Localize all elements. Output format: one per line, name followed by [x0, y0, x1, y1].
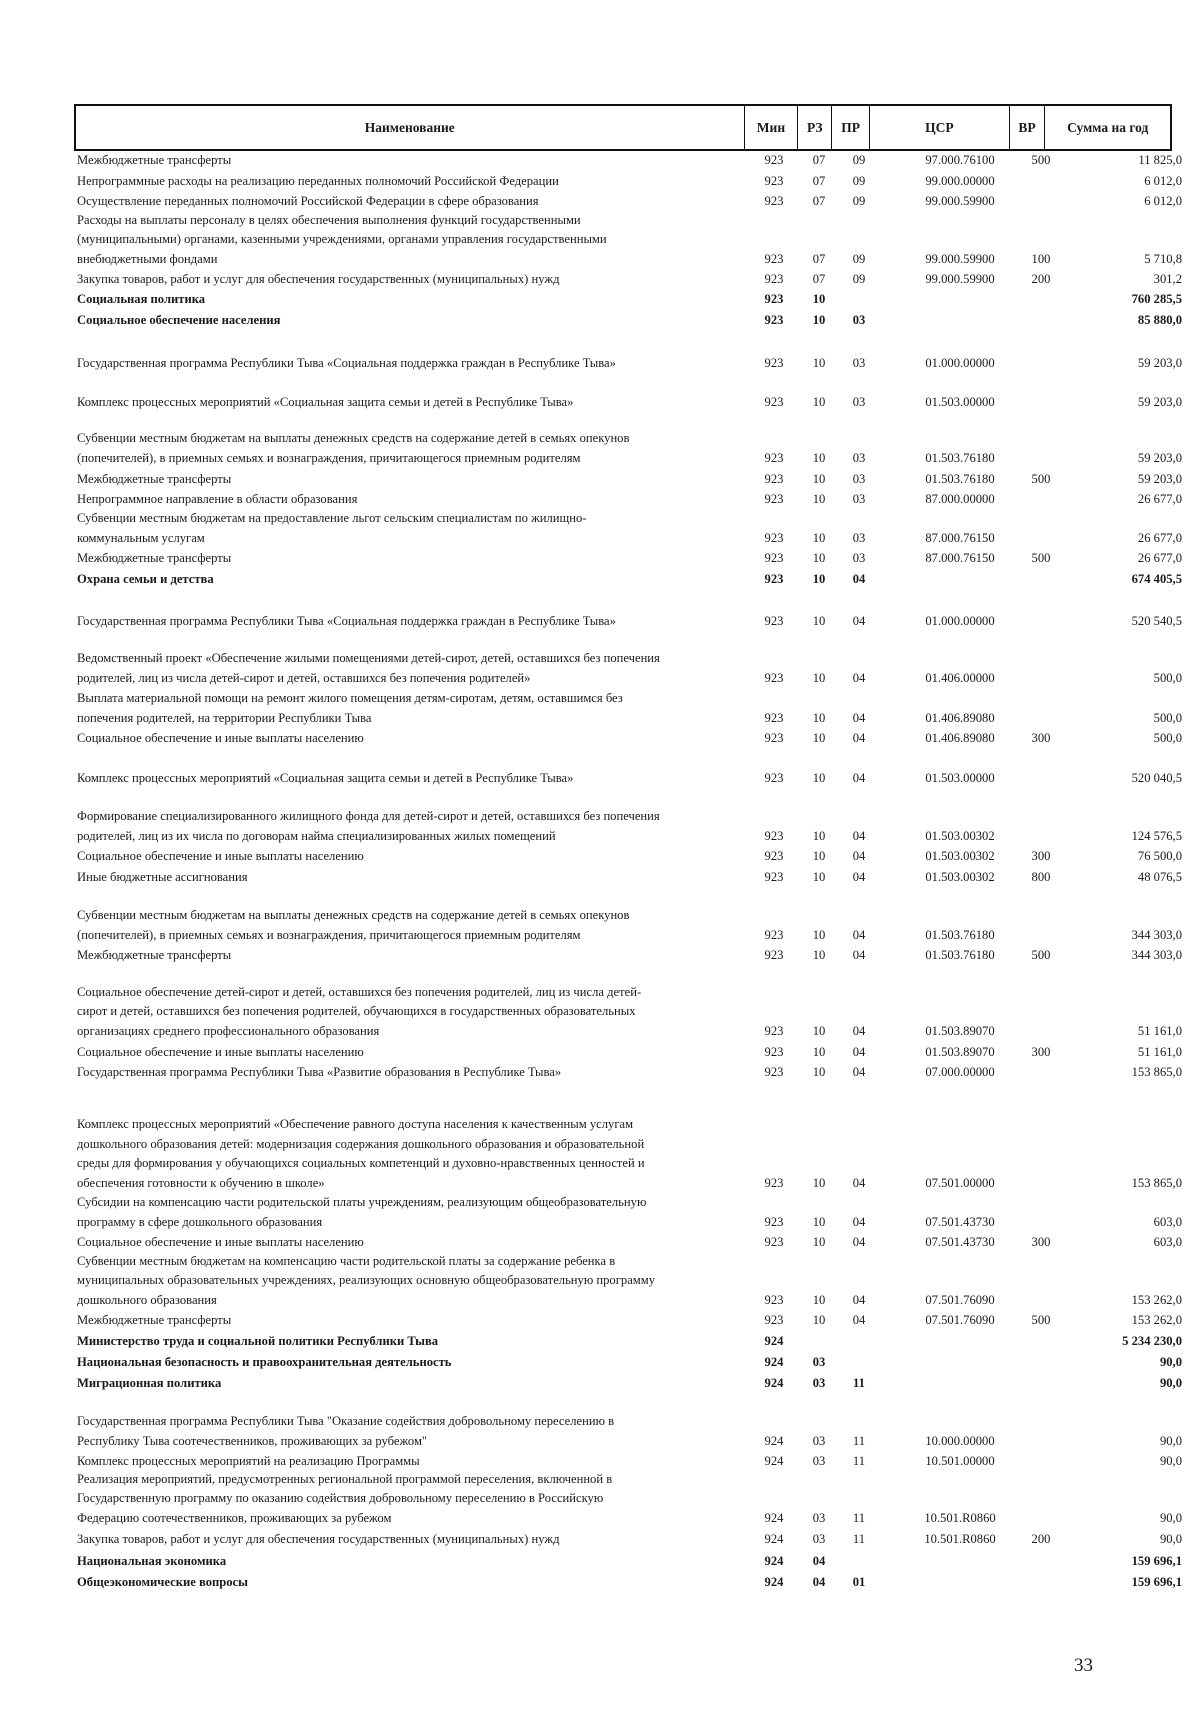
row-name: Государственная программа Республики Тыва «Социальная поддержка граждан в Республике Тыва»	[77, 355, 616, 370]
row-sum: 26 677,0	[1137, 530, 1182, 545]
row-pr: 03	[852, 530, 866, 545]
row-pr: 03	[852, 312, 866, 327]
row-sum: 5 234 230,0	[1122, 1333, 1182, 1348]
row-sum: 344 303,0	[1131, 947, 1182, 962]
row-csr: 01.406.89080	[925, 730, 995, 745]
row-min: 924	[764, 1531, 784, 1546]
row-vr: 300	[1031, 1234, 1051, 1249]
row-pr: 11	[852, 1453, 866, 1468]
row-pr: 04	[852, 1023, 866, 1038]
row-pr: 04	[852, 1234, 866, 1249]
row-sum: 90,0	[1159, 1510, 1182, 1525]
row-csr: 87.000.00000	[925, 491, 995, 506]
row-min: 923	[764, 869, 784, 884]
row-csr: 99.000.00000	[925, 173, 995, 188]
row-min: 923	[764, 1023, 784, 1038]
row-name: Межбюджетные трансферты	[77, 947, 232, 962]
row-pr: 03	[852, 491, 866, 506]
row-min: 924	[764, 1354, 784, 1369]
row-name: Расходы на выплаты персоналу в целях обеспечения выполнения функций государственными (муниципальными) органами, казенными учреждениями, органами управления государственными внебюджетными фондами	[77, 212, 607, 266]
row-csr: 10.501.R0860	[924, 1510, 996, 1525]
row-min: 924	[764, 1553, 784, 1568]
row-csr: 01.406.00000	[925, 670, 995, 685]
row-sum: 603,0	[1153, 1234, 1182, 1249]
row-pr: 04	[852, 869, 866, 884]
row-rz: 10	[812, 670, 826, 685]
row-csr: 01.503.89070	[925, 1023, 995, 1038]
row-rz: 04	[812, 1553, 826, 1568]
row-name: Непрограммное направление в области образования	[77, 491, 358, 506]
row-sum: 6 012,0	[1144, 193, 1182, 208]
row-rz: 10	[812, 491, 826, 506]
header-pr: ПР	[831, 106, 869, 149]
row-csr: 99.000.59900	[925, 271, 995, 286]
row-pr: 04	[852, 613, 866, 628]
row-sum: 90,0	[1159, 1453, 1182, 1468]
row-pr: 04	[852, 947, 866, 962]
row-sum: 159 696,1	[1131, 1574, 1182, 1589]
row-vr: 200	[1031, 1531, 1051, 1546]
row-min: 923	[764, 491, 784, 506]
row-pr: 09	[852, 271, 866, 286]
row-sum: 90,0	[1159, 1354, 1182, 1369]
row-sum: 124 576,5	[1131, 828, 1182, 843]
row-name: Межбюджетные трансферты	[77, 550, 232, 565]
row-sum: 26 677,0	[1137, 491, 1182, 506]
row-name: Субвенции местным бюджетам на компенсацию части родительской платы за содержание ребенка в муниципальных образовательных учреждениях, реализующих основную общеобразовательную программу дошкольного образования	[77, 1253, 656, 1307]
row-name: Национальная экономика	[77, 1553, 227, 1568]
row-sum: 159 696,1	[1131, 1553, 1182, 1568]
row-pr: 11	[852, 1510, 866, 1525]
row-rz: 10	[812, 1064, 826, 1079]
row-rz: 10	[812, 571, 826, 586]
row-rz: 10	[812, 947, 826, 962]
row-name: Министерство труда и социальной политики Республики Тыва	[77, 1333, 439, 1348]
row-name: Комплекс процессных мероприятий «Обеспечение равного доступа населения к качественным услугам дошкольного образования детей: модернизация содержания дошкольного образования и образовательной среды для формирования у обучающихся социальных компетенций и духовно-нравственных ценностей и обеспечения готовности к обучению в школе»	[77, 1117, 645, 1190]
row-csr: 10.000.00000	[925, 1433, 995, 1448]
row-rz: 03	[812, 1375, 826, 1390]
row-pr: 04	[852, 828, 866, 843]
row-pr: 04	[852, 1214, 866, 1229]
row-min: 923	[764, 670, 784, 685]
row-csr: 01.406.89080	[925, 710, 995, 725]
row-name: Субвенции местным бюджетам на предоставление льгот сельским специалистам по жилищно- коммунальным услугам	[77, 511, 587, 545]
row-name: Социальное обеспечение и иные выплаты населению	[77, 1044, 364, 1059]
row-name: Комплекс процессных мероприятий «Социальная защита семьи и детей в Республике Тыва»	[77, 394, 574, 409]
row-name: Охрана семьи и детства	[77, 571, 214, 586]
row-csr: 01.000.00000	[925, 355, 995, 370]
row-name: Социальное обеспечение и иные выплаты населению	[77, 1234, 364, 1249]
row-vr: 500	[1031, 1312, 1051, 1327]
row-name: Комплекс процессных мероприятий «Социальная защита семьи и детей в Республике Тыва»	[77, 770, 574, 785]
row-csr: 01.503.76180	[925, 471, 995, 486]
row-csr: 07.501.76090	[925, 1312, 995, 1327]
row-csr: 87.000.76150	[925, 550, 995, 565]
row-pr: 11	[853, 1375, 865, 1390]
row-min: 923	[764, 471, 784, 486]
header-csr: ЦСР	[869, 106, 1008, 149]
row-name: Межбюджетные трансферты	[77, 1312, 232, 1327]
row-pr: 03	[852, 394, 866, 409]
row-min: 923	[764, 355, 784, 370]
row-pr: 04	[852, 848, 866, 863]
row-rz: 10	[812, 1312, 826, 1327]
row-name: Социальное обеспечение и иные выплаты населению	[77, 730, 364, 745]
row-sum: 59 203,0	[1137, 450, 1182, 465]
row-min: 923	[764, 530, 784, 545]
row-csr: 01.503.00302	[925, 848, 995, 863]
row-sum: 153 865,0	[1131, 1064, 1182, 1079]
row-pr: 03	[852, 471, 866, 486]
row-name: Субвенции местным бюджетам на выплаты денежных средств на содержание детей в семьях опекунов (попечителей), в приемных семьях и вознаграждения, причитающегося приемным родителям	[77, 908, 630, 942]
row-rz: 07	[812, 251, 826, 266]
row-sum: 76 500,0	[1137, 848, 1182, 863]
header-sum: Сумма на год	[1044, 106, 1170, 149]
row-pr: 04	[852, 927, 866, 942]
row-pr: 04	[852, 730, 866, 745]
row-pr: 03	[852, 355, 866, 370]
row-min: 923	[764, 271, 784, 286]
row-min: 923	[764, 828, 784, 843]
row-pr: 03	[852, 450, 866, 465]
row-pr: 04	[852, 710, 866, 725]
row-vr: 300	[1031, 848, 1051, 863]
row-pr: 04	[852, 1044, 866, 1059]
row-vr: 300	[1031, 1044, 1051, 1059]
row-sum: 153 262,0	[1131, 1312, 1182, 1327]
row-sum: 6 012,0	[1144, 173, 1182, 188]
row-rz: 04	[812, 1574, 826, 1589]
row-csr: 01.503.76180	[925, 450, 995, 465]
row-sum: 59 203,0	[1137, 394, 1182, 409]
row-vr: 100	[1031, 251, 1051, 266]
row-csr: 97.000.76100	[925, 152, 995, 167]
row-sum: 500,0	[1153, 670, 1182, 685]
row-min: 923	[764, 1044, 784, 1059]
row-min: 923	[764, 848, 784, 863]
row-vr: 500	[1031, 947, 1051, 962]
row-name: Межбюджетные трансферты	[77, 471, 232, 486]
row-rz: 10	[812, 450, 826, 465]
row-rz: 10	[812, 1234, 826, 1249]
row-pr: 04	[852, 670, 866, 685]
row-name: Комплекс процессных мероприятий на реализацию Программы	[77, 1453, 420, 1468]
row-vr: 500	[1031, 550, 1051, 565]
row-pr: 04	[852, 1312, 866, 1327]
row-pr: 11	[852, 1531, 866, 1546]
row-csr: 01.503.00302	[925, 869, 995, 884]
row-pr: 04	[852, 1064, 866, 1079]
row-min: 923	[764, 1292, 784, 1307]
row-name: Формирование специализированного жилищного фонда для детей-сирот и детей, оставшихся без попечения родителей, лиц из их числа по договорам найма специализированных жилых помещений	[77, 809, 660, 843]
row-rz: 07	[812, 173, 826, 188]
row-name: Межбюджетные трансферты	[77, 152, 232, 167]
row-csr: 07.501.00000	[925, 1175, 995, 1190]
row-rz: 10	[812, 394, 826, 409]
row-min: 924	[764, 1375, 784, 1390]
row-pr: 04	[852, 1292, 866, 1307]
row-min: 923	[764, 550, 784, 565]
row-csr: 01.503.00302	[925, 828, 995, 843]
row-sum: 59 203,0	[1137, 355, 1182, 370]
row-sum: 153 262,0	[1131, 1292, 1182, 1307]
row-rz: 10	[812, 550, 826, 565]
row-pr: 09	[852, 193, 866, 208]
row-pr: 01	[852, 1574, 866, 1589]
row-vr: 500	[1031, 152, 1051, 167]
row-vr: 800	[1031, 869, 1051, 884]
row-csr: 01.503.00000	[925, 770, 995, 785]
row-min: 923	[764, 173, 784, 188]
row-sum: 48 076,5	[1137, 869, 1182, 884]
row-sum: 51 161,0	[1137, 1044, 1182, 1059]
row-rz: 10	[812, 828, 826, 843]
header-rz: РЗ	[797, 106, 831, 149]
row-pr: 09	[852, 251, 866, 266]
row-rz: 10	[812, 848, 826, 863]
row-csr: 87.000.76150	[925, 530, 995, 545]
row-name: Социальное обеспечение населения	[77, 312, 281, 327]
row-sum: 26 677,0	[1137, 550, 1182, 565]
row-rz: 10	[812, 312, 826, 327]
row-name: Миграционная политика	[77, 1375, 222, 1390]
row-min: 923	[764, 394, 784, 409]
row-rz: 03	[812, 1433, 826, 1448]
row-name: Выплата материальной помощи на ремонт жилого помещения детям-сиротам, детям, оставшимся без попечения родителей, на территории Республики Тыва	[77, 691, 623, 725]
row-pr: 04	[852, 770, 866, 785]
row-name: Осуществление переданных полномочий Российской Федерации в сфере образования	[77, 193, 539, 208]
row-csr: 01.503.76180	[925, 947, 995, 962]
row-rz: 10	[812, 530, 826, 545]
row-min: 923	[764, 770, 784, 785]
row-sum: 11 825,0	[1138, 152, 1182, 167]
row-pr: 09	[852, 173, 866, 188]
header-min: Мин	[744, 106, 798, 149]
row-sum: 603,0	[1153, 1214, 1182, 1229]
row-pr: 04	[852, 1175, 866, 1190]
row-pr: 09	[852, 152, 866, 167]
row-csr: 10.501.00000	[925, 1453, 995, 1468]
row-name: Государственная программа Республики Тыва «Развитие образования в Республике Тыва»	[77, 1064, 562, 1079]
row-min: 924	[764, 1333, 784, 1348]
row-rz: 10	[812, 291, 826, 306]
row-min: 923	[764, 1175, 784, 1190]
row-csr: 01.503.76180	[925, 927, 995, 942]
row-sum: 51 161,0	[1137, 1023, 1182, 1038]
row-csr: 01.000.00000	[925, 613, 995, 628]
header-vr: ВР	[1009, 106, 1045, 149]
row-csr: 07.000.00000	[925, 1064, 995, 1079]
row-name: Субсидии на компенсацию части родительской платы учреждениям, реализующим общеобразовательную программу в сфере дошкольного образования	[77, 1195, 647, 1229]
row-name: Закупка товаров, работ и услуг для обеспечения государственных (муниципальных) нужд	[77, 271, 560, 286]
row-rz: 10	[812, 730, 826, 745]
row-sum: 500,0	[1153, 710, 1182, 725]
row-rz: 07	[812, 152, 826, 167]
row-csr: 10.501.R0860	[924, 1531, 996, 1546]
row-name: Социальное обеспечение и иные выплаты населению	[77, 848, 364, 863]
row-rz: 10	[812, 770, 826, 785]
row-rz: 10	[812, 355, 826, 370]
page-number: 33	[1074, 1655, 1093, 1676]
row-min: 923	[764, 291, 784, 306]
row-rz: 10	[812, 1292, 826, 1307]
row-name: Государственная программа Республики Тыва «Социальная поддержка граждан в Республике Тыва»	[77, 613, 616, 628]
row-rz: 03	[812, 1510, 826, 1525]
row-min: 924	[764, 1510, 784, 1525]
row-rz: 10	[812, 1023, 826, 1038]
row-min: 923	[764, 927, 784, 942]
row-rz: 10	[812, 471, 826, 486]
row-sum: 5 710,8	[1144, 251, 1182, 266]
row-sum: 90,0	[1159, 1433, 1182, 1448]
row-pr: 04	[852, 571, 866, 586]
row-sum: 301,2	[1153, 271, 1182, 286]
row-min: 923	[764, 193, 784, 208]
row-min: 923	[764, 1234, 784, 1249]
row-sum: 90,0	[1159, 1375, 1182, 1390]
row-csr: 99.000.59900	[925, 251, 995, 266]
row-name: Национальная безопасность и правоохранительная деятельность	[77, 1354, 452, 1369]
row-rz: 07	[812, 193, 826, 208]
row-csr: 07.501.43730	[925, 1214, 995, 1229]
row-sum: 674 405,5	[1131, 571, 1182, 586]
row-pr: 03	[852, 550, 866, 565]
row-vr: 300	[1031, 730, 1051, 745]
row-rz: 10	[812, 710, 826, 725]
row-min: 923	[764, 1312, 784, 1327]
row-csr: 07.501.43730	[925, 1234, 995, 1249]
row-min: 923	[764, 730, 784, 745]
row-rz: 03	[812, 1354, 826, 1369]
row-min: 923	[764, 1214, 784, 1229]
row-name: Иные бюджетные ассигнования	[77, 869, 248, 884]
row-rz: 10	[812, 1044, 826, 1059]
row-rz: 10	[812, 927, 826, 942]
row-sum: 500,0	[1153, 730, 1182, 745]
row-sum: 153 865,0	[1131, 1175, 1182, 1190]
row-sum: 59 203,0	[1137, 471, 1182, 486]
row-min: 924	[764, 1433, 784, 1448]
row-rz: 10	[812, 613, 826, 628]
row-name: Непрограммные расходы на реализацию переданных полномочий Российской Федерации	[77, 173, 559, 188]
row-min: 924	[764, 1574, 784, 1589]
row-rz: 03	[812, 1453, 826, 1468]
header-name: Наименование	[364, 119, 455, 135]
row-name: Закупка товаров, работ и услуг для обеспечения государственных (муниципальных) нужд	[77, 1531, 560, 1546]
row-csr: 01.503.00000	[925, 394, 995, 409]
row-rz: 07	[812, 271, 826, 286]
row-min: 923	[764, 571, 784, 586]
row-min: 923	[764, 312, 784, 327]
row-csr: 99.000.59900	[925, 193, 995, 208]
row-sum: 520 540,5	[1131, 613, 1182, 628]
row-min: 923	[764, 613, 784, 628]
row-sum: 520 040,5	[1131, 770, 1182, 785]
row-csr: 07.501.76090	[925, 1292, 995, 1307]
row-vr: 200	[1031, 271, 1051, 286]
row-name: Общеэкономические вопросы	[77, 1574, 248, 1589]
row-sum: 90,0	[1159, 1531, 1182, 1546]
row-name: Ведомственный проект «Обеспечение жилыми помещениями детей-сирот, детей, оставшихся без попечения родителей, лиц из числа детей-сирот и детей, оставшихся без попечения родителей»	[77, 651, 660, 685]
row-name: Субвенции местным бюджетам на выплаты денежных средств на содержание детей в семьях опекунов (попечителей), в приемных семьях и вознаграждения, причитающегося приемным родителям	[77, 431, 630, 465]
row-sum: 344 303,0	[1131, 927, 1182, 942]
row-min: 923	[764, 251, 784, 266]
row-rz: 03	[812, 1531, 826, 1546]
row-vr: 500	[1031, 471, 1051, 486]
row-min: 924	[764, 1453, 784, 1468]
row-rz: 10	[812, 1175, 826, 1190]
row-name: Социальное обеспечение детей-сирот и детей, оставшихся без попечения родителей, лиц из числа детей- сирот и детей, оставшихся без попечения родителей, обучающихся в государственных образовательных организациях среднего профессионального образования	[77, 984, 642, 1038]
row-min: 923	[764, 450, 784, 465]
row-sum: 85 880,0	[1137, 312, 1182, 327]
row-csr: 01.503.89070	[925, 1044, 995, 1059]
row-sum: 760 285,5	[1131, 291, 1182, 306]
row-min: 923	[764, 152, 784, 167]
row-min: 923	[764, 947, 784, 962]
row-min: 923	[764, 1064, 784, 1079]
row-name: Государственная программа Республики Тыва "Оказание содействия добровольному переселению в Республику Тыва соотечественников, проживающих за рубежом"	[77, 1414, 615, 1448]
row-rz: 10	[812, 1214, 826, 1229]
row-name: Социальная политика	[77, 291, 206, 306]
row-pr: 11	[852, 1433, 866, 1448]
row-rz: 10	[812, 869, 826, 884]
row-min: 923	[764, 710, 784, 725]
row-name: Реализация мероприятий, предусмотренных региональной программой переселения, включенной в Государственную программу по оказанию содействия добровольному переселению в Российскую Федерацию соотечественников, проживающих за рубежом	[77, 1471, 613, 1525]
